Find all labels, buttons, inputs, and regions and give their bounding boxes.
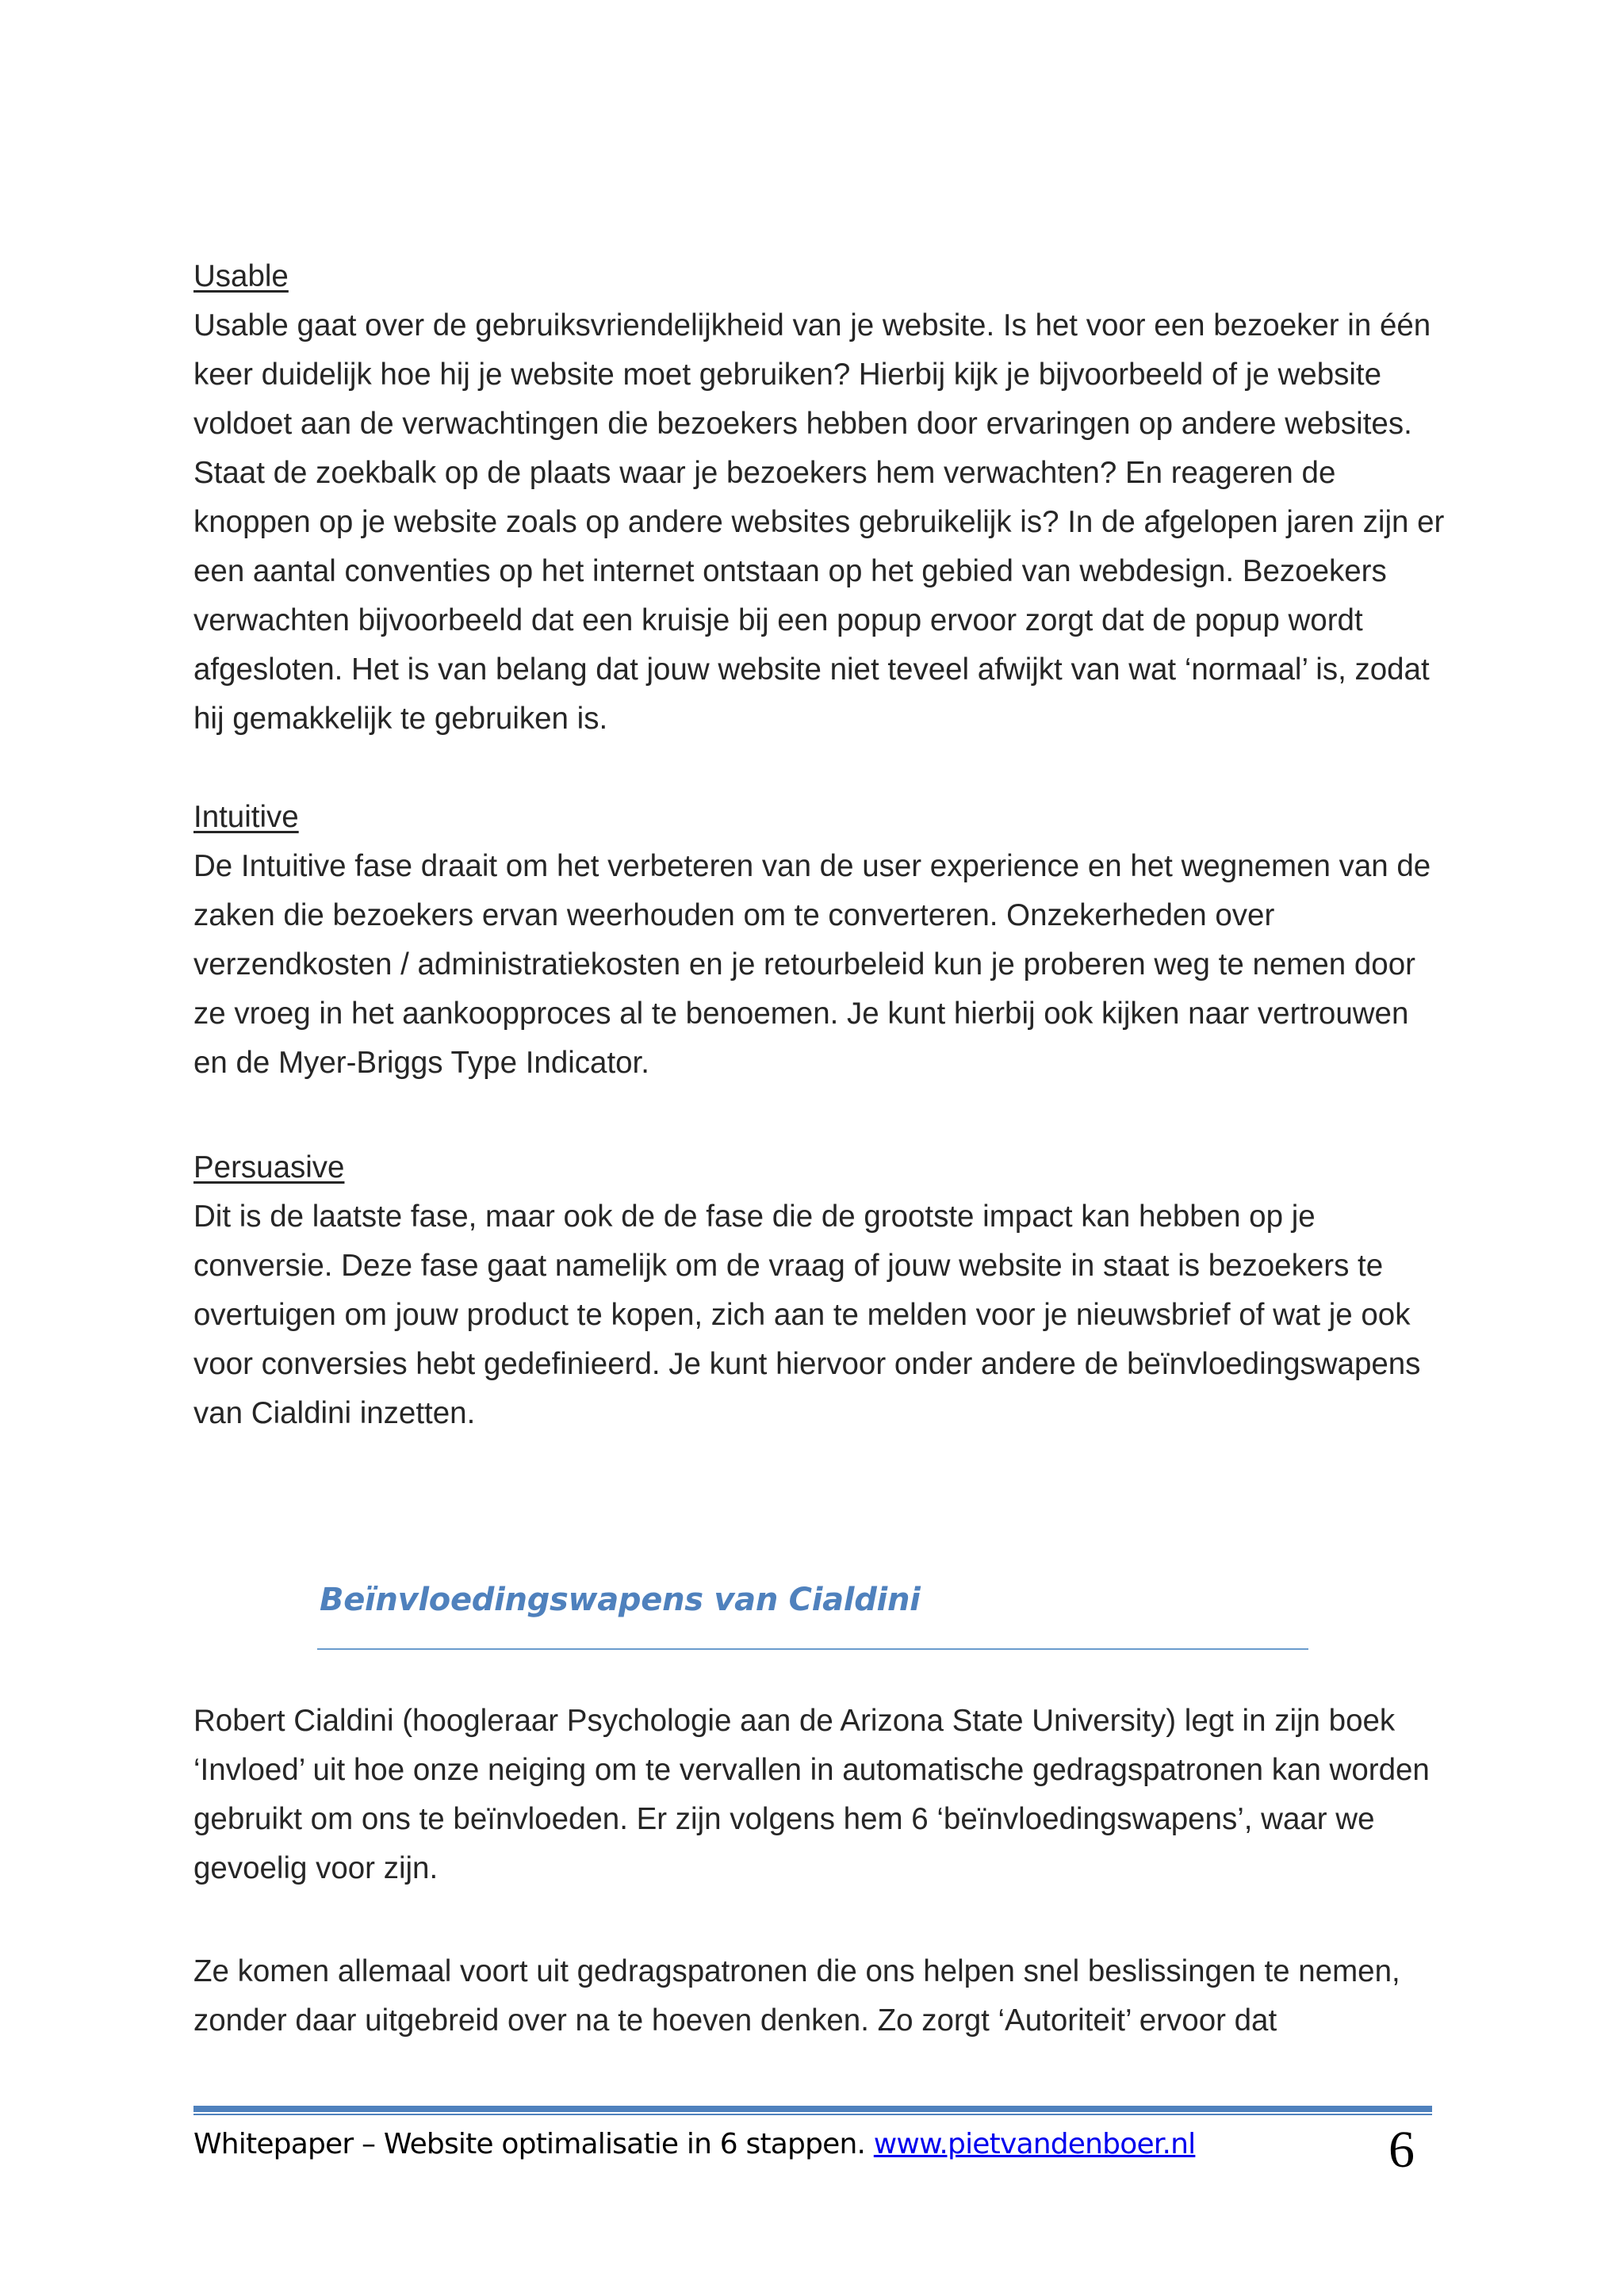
footer-text <box>193 2128 1195 2160</box>
page-number: 6 <box>1388 2121 1415 2179</box>
section-paragraph-persuasive: Dit is de laatste fase, maar ook de de fase die de grootste impact kan hebben op je conversie. Deze fase gaat namelijk om de vraag of jouw website in staat is bezoekers te overtuigen om jouw product te kopen, zich aan te melden voor je nieuwsbrief of wat je ook voor conversies hebt gedefinieerd. Je kunt hiervoor onder andere de beïnvloedingswapens van Cialdini inzetten. <box>193 1200 1421 1430</box>
chapter-paragraph-2 <box>193 1947 1446 2045</box>
section-intuitive <box>193 793 1446 1088</box>
section-persuasive <box>193 1143 1446 1438</box>
chapter-paragraph-text-1: Robert Cialdini (hoogleraar Psychologie aan de Arizona State University) legt in zijn boek ‘Invloed’ uit hoe onze neiging om te vervallen in automatische gedragspatronen kan worden gebruikt om ons te beïnvloeden. Er zijn volgens hem 6 ‘beïnvloedingswapens’, waar we gevoelig voor zijn. <box>193 1704 1430 1885</box>
section-heading-persuasive: Persuasive <box>193 1150 345 1184</box>
page-footer <box>193 2123 1432 2179</box>
section-heading-usable: Usable <box>193 259 289 293</box>
section-usable <box>193 252 1446 744</box>
footer-divider <box>193 2106 1432 2112</box>
chapter-paragraph-1 <box>193 1697 1446 1893</box>
chapter-paragraph-text-2: Ze komen allemaal voort uit gedragspatronen die ons helpen snel beslissingen te nemen, zonder daar uitgebreid over na te hoeven denken. Zo zorgt ‘Autoriteit’ ervoor dat <box>193 1954 1400 2038</box>
section-paragraph-usable: Usable gaat over de gebruiksvriendelijkheid van je website. Is het voor een bezoeker in één keer duidelijk hoe hij je website moet gebruiken? Hierbij kijk je bijvoorbeeld of je website voldoet aan de verwachtingen die bezoekers hebben door ervaringen op andere websites. Staat de zoekbalk op de plaats waar je bezoekers hem verwachten? En reageren de knoppen op je website zoals op andere websites gebruikelijk is? In de afgelopen jaren zijn er een aantal conventies op het internet ontstaan op het gebied van webdesign. Bezoekers verwachten bijvoorbeeld dat een kruisje bij een popup ervoor zorgt dat de popup wordt afgesloten. Het is van belang dat jouw website niet teveel afwijkt van wat ‘normaal’ is, zodat hij gemakkelijk te gebruiken is. <box>193 308 1445 736</box>
footer-website-link[interactable]: www.pietvandenboer.nl <box>873 2128 1196 2160</box>
chapter-title: Beïnvloedingswapens van Cialdini <box>320 1582 921 1618</box>
section-heading-intuitive: Intuitive <box>193 800 299 834</box>
chapter-title-underline <box>317 1648 1308 1650</box>
footer-divider-thin <box>193 2114 1432 2115</box>
footer-label: Whitepaper – Website optimalisatie in 6 stappen. <box>193 2128 874 2160</box>
section-paragraph-intuitive: De Intuitive fase draait om het verbeteren van de user experience en het wegnemen van de zaken die bezoekers ervan weerhouden om te converteren. Onzekerheden over verzendkosten / administratiekosten en je retourbeleid kun je proberen weg te nemen door ze vroeg in het aankoopproces al te benoemen. Je kunt hierbij ook kijken naar vertrouwen en de Myer-Briggs Type Indicator. <box>193 849 1431 1080</box>
